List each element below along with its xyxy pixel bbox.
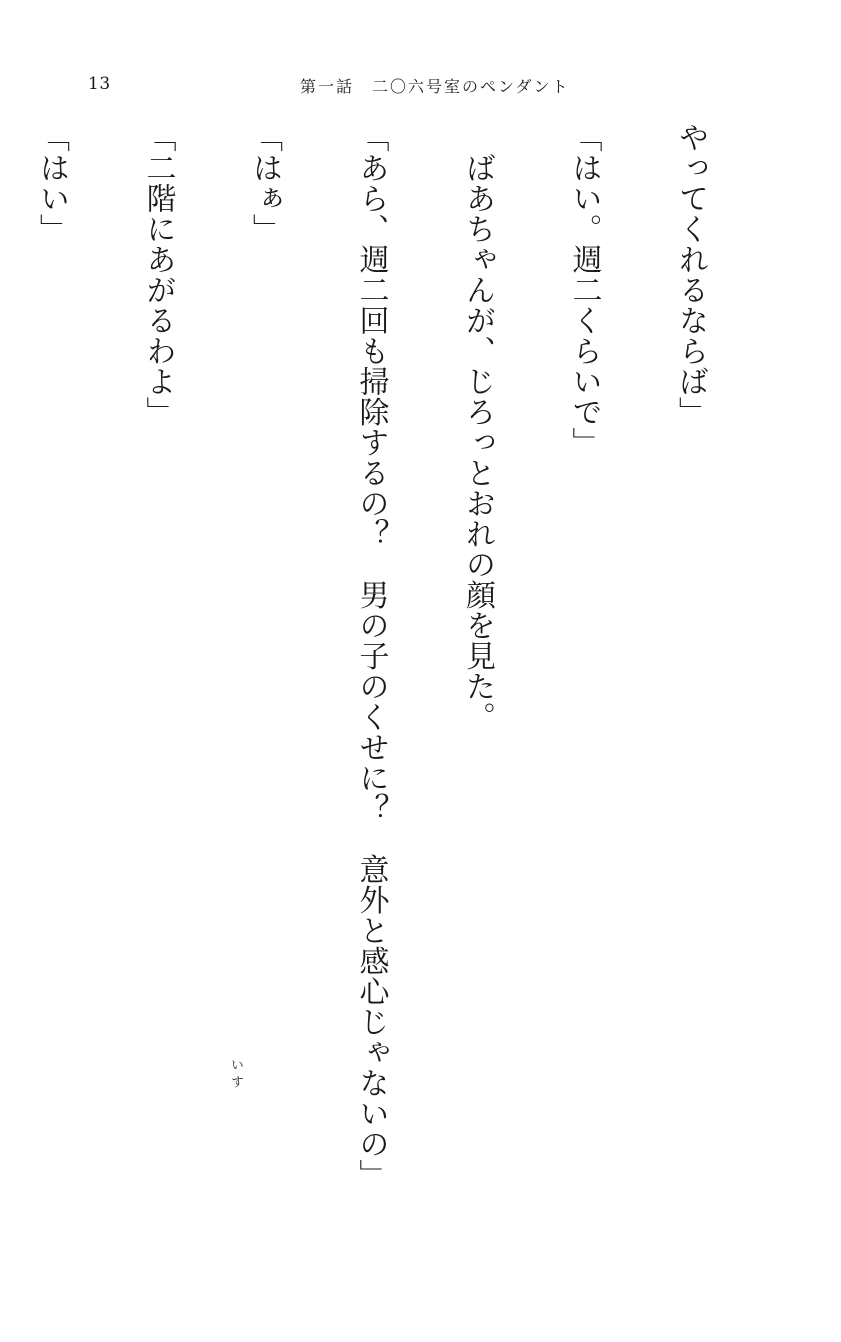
page-number: 13: [88, 74, 111, 94]
text-line: ばあちゃんが、じろっとおれの顔を見た。: [460, 122, 495, 732]
text-line: 「はい。週二くらいで」: [566, 122, 602, 458]
text-line: 「二階にあがるわよ」: [140, 122, 176, 427]
ruby-annotation: いす: [228, 1058, 243, 1092]
running-title: 第一話 二〇六号室のペンダント: [300, 77, 570, 96]
text-line: 「あら、週二回も掃除するの？ 男の子のくせに？ 意外と感心じゃないの」: [353, 122, 389, 1190]
text-line: 「はぁ」: [247, 122, 282, 244]
novel-body-text: [34, 122, 779, 1190]
text-line: やってくれるならば」: [673, 122, 708, 427]
text-line: 「はい」: [34, 122, 69, 244]
